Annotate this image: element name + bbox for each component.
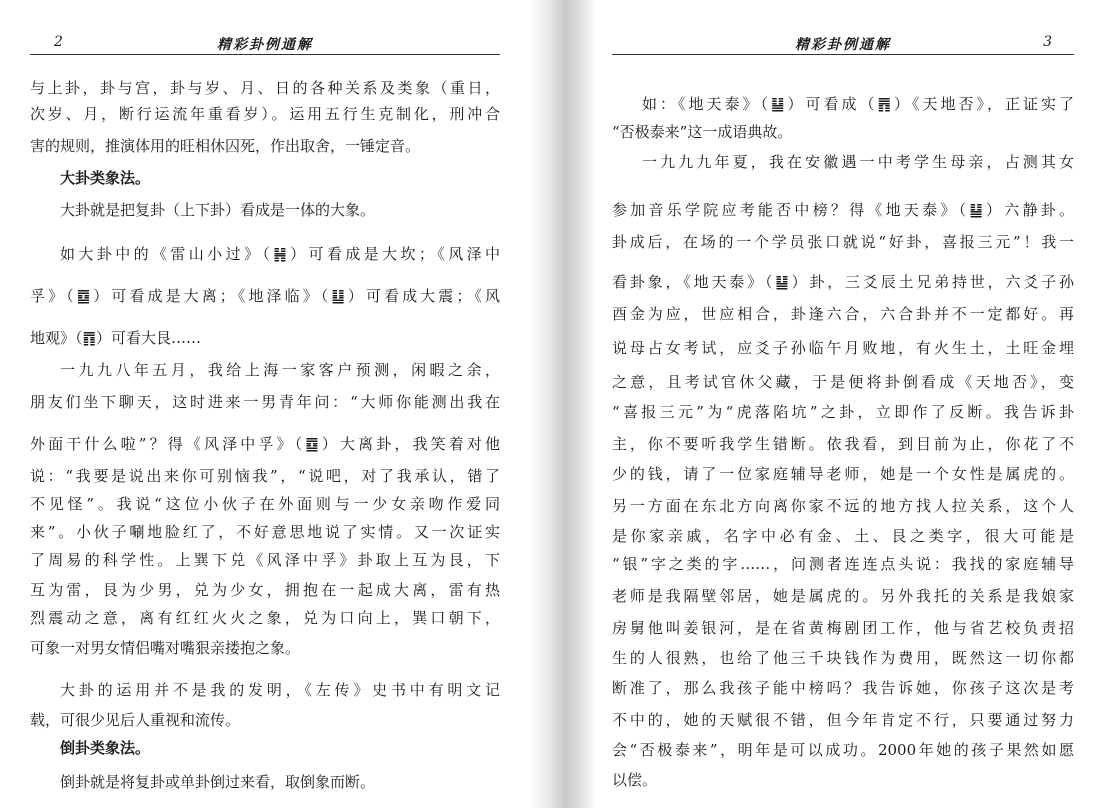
section-heading: 大卦类象法。 — [60, 169, 151, 187]
text-line: 一九九九年夏，我在安徽遇一中考学生母亲，占测其女 — [642, 153, 1074, 171]
text-line: 如：《地天泰》（䷊）可看成（䷋）《天地否》，正证实了 — [642, 95, 1074, 113]
text-line: 酉金为应，世应相合，卦逢六合，六合卦并不一定都好。再 — [612, 305, 1074, 323]
text-line: 互为雷，艮为少男，兑为少女，拥抱在一起成大离，雷有热 — [30, 581, 500, 599]
text-line: 生的人很熟，也给了他三千块钱作为费用，既然这一切你都 — [612, 649, 1074, 667]
text-line: 不见怪”。我说“这位小伙子在外面则与一少女亲吻作爱同 — [30, 495, 500, 513]
text-line: 来”。小伙子唰地脸红了，不好意思地说了实情。又一次证实 — [30, 523, 500, 541]
text-line: 断准了，那么我孩子能中榜吗？我告诉她，你孩子这次是考 — [612, 679, 1074, 697]
text-line: 以偿。 — [612, 771, 658, 789]
page-number: 2 — [54, 34, 63, 50]
section-heading: 倒卦类象法。 — [60, 739, 151, 757]
text-line: 外面干什么啦”？得《风泽中孚》（䷼）大离卦，我笑着对他 — [30, 435, 500, 453]
text-line: 大卦就是把复卦（上下卦）看成是一体的大象。 — [60, 201, 376, 219]
text-line: 了周易的科学性。上巽下兑《风泽中孚》卦取上互为艮，下 — [30, 551, 500, 569]
header-title: 精彩卦例通解 — [217, 37, 313, 53]
page-number: 3 — [1043, 34, 1052, 50]
right-page — [612, 0, 1074, 808]
text-line: “否极泰来”这一成语典故。 — [612, 123, 793, 141]
text-line: 卦成后，在场的一个学员张口就说“好卦，喜报三元”！我一 — [612, 233, 1074, 251]
text-line: 可象一对男女情侣嘴对嘴狠亲搂抱之象。 — [30, 639, 301, 657]
text-line: 孚》（䷼）可看成是大离；《地泽临》（䷒）可看成大震；《风 — [30, 287, 500, 305]
text-line: 少的钱，请了一位家庭辅导老师，她是一个女性是属虎的。 — [612, 465, 1074, 483]
text-line: 房舅他叫姜银河，是在省黄梅剧团工作，他与省艺校负责招 — [612, 619, 1074, 637]
text-line: 大卦的运用并不是我的发明，《左传》史书中有明文记 — [60, 681, 500, 699]
text-line: 次岁、月，断行运流年重看岁）。运用五行生克制化，刑冲合 — [30, 105, 500, 123]
text-line: 不中的，她的天赋很不错，但今年肯定不行，只要通过努力 — [612, 711, 1074, 729]
text-line: 老师是我隔壁邻居，她是属虎的。另外我托的关系是我娘家 — [612, 587, 1074, 605]
binding-gutter — [528, 0, 596, 808]
left-page — [30, 0, 500, 808]
text-line: 倒卦就是将复卦或单卦倒过来看，取倒象而断。 — [60, 773, 376, 791]
text-line: 是你家亲戚，名字中必有金、土、艮之类字，很大可能是 — [612, 527, 1074, 545]
text-line: 烈震动之意，离有红红火火之象，兑为口向上，巽口朝下， — [30, 609, 500, 627]
text-line: 一九九八年五月，我给上海一家客户预测，闲暇之余， — [60, 361, 500, 379]
running-header — [612, 34, 1074, 55]
text-line: “银”字之类的字……，问测者连连点头说：我找的家庭辅导 — [612, 555, 1074, 573]
text-line: 与上卦，卦与宫，卦与岁、月、日的各种关系及类象（重日， — [30, 79, 500, 97]
text-line: 看卦象，《地天泰》（䷊）卦，三爻辰土兄弟持世，六爻子孙 — [612, 273, 1074, 291]
text-line: “喜报三元”为“虎落陷坑”之卦，立即作了反断。我告诉卦 — [612, 403, 1074, 421]
text-line: 朋友们坐下聊天，这时进来一男青年问：“大师你能测出我在 — [30, 393, 500, 411]
text-line: 如大卦中的《雷山小过》（䷽）可看成是大坎；《风泽中 — [60, 245, 500, 263]
text-line: 说母占女考试，应爻子孙临午月败地，有火生土，土旺金埋 — [612, 339, 1074, 357]
text-line: 参加音乐学院应考能否中榜？得《地天泰》（䷊）六静卦。 — [612, 201, 1074, 219]
text-line: 另一方面在东北方向离你家不远的地方找人拉关系，这个人 — [612, 497, 1074, 515]
text-line: 说：“我要是说出来你可别恼我”，“说吧，对了我承认，错了 — [30, 467, 500, 485]
text-line: 会“否极泰来”，明年是可以成功。2000年她的孩子果然如愿 — [612, 741, 1074, 759]
running-header — [30, 34, 500, 55]
text-line: 之意，且考试官休父藏，于是便将卦倒看成《天地否》，变 — [612, 373, 1074, 391]
text-line: 害的规则，推演体用的旺相休囚死，作出取舍，一锤定音。 — [30, 137, 421, 155]
text-line: 载，可很少见后人重视和流传。 — [30, 711, 241, 729]
text-line: 地观》（䷓）可看大艮…… — [30, 329, 201, 347]
header-title: 精彩卦例通解 — [795, 37, 891, 53]
text-line: 主，你不要听我学生错断。依我看，到目前为止，你花了不 — [612, 435, 1074, 453]
